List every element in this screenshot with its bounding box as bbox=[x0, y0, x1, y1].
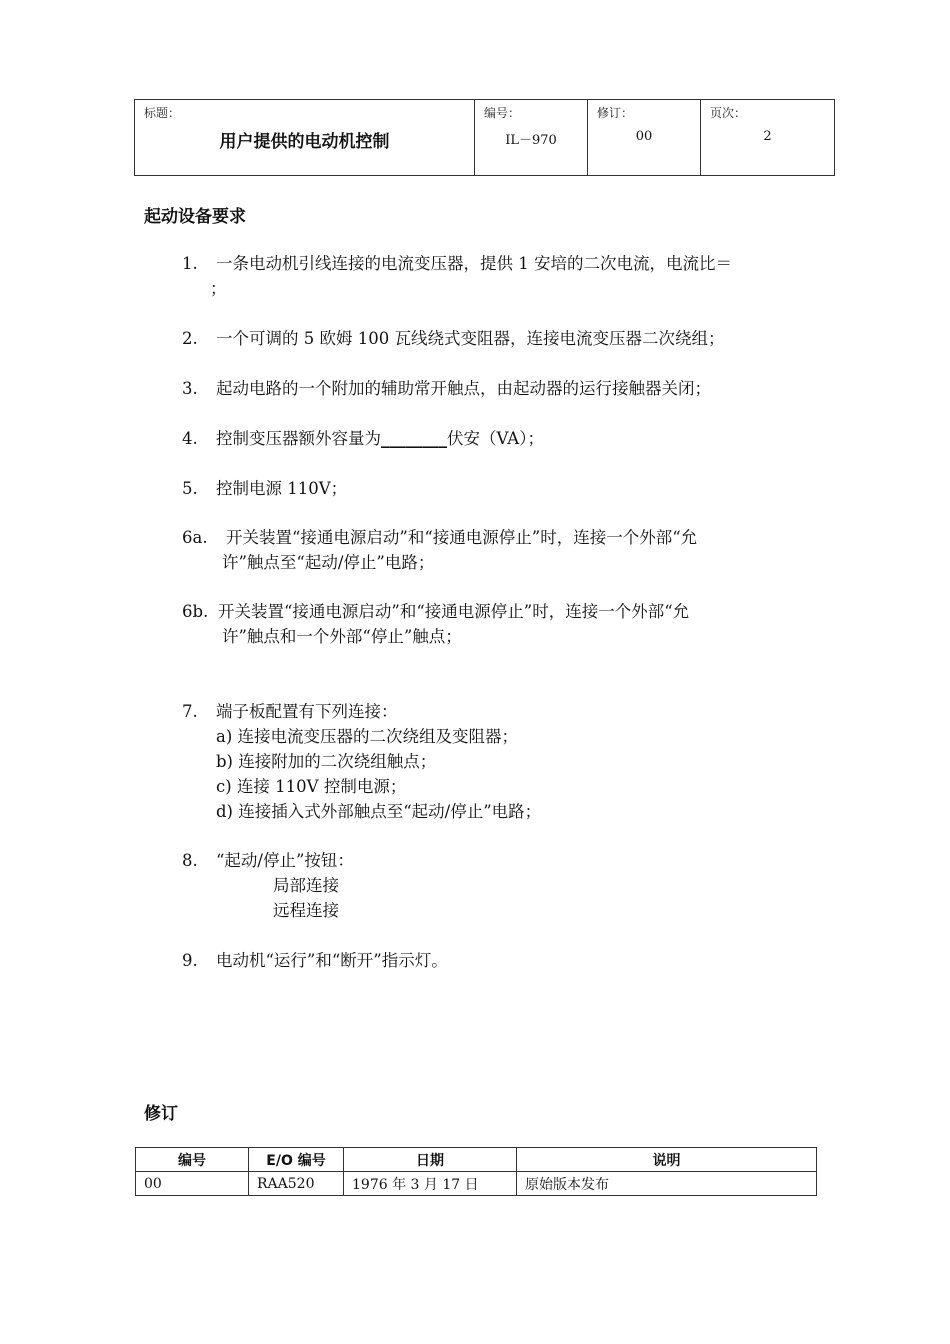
item-text-continuation: 许”触点和一个外部“停止”触点； bbox=[222, 627, 462, 646]
section-title: 起动设备要求 bbox=[144, 207, 246, 227]
item-text: 控制电源 110V； bbox=[216, 479, 348, 498]
item-text: 开关装置“接通电源启动”和“接通电源停止”时，连接一个外部“允 bbox=[226, 528, 698, 547]
item-text: 伏安（VA）； bbox=[447, 429, 544, 448]
sub-item: 远程连接 bbox=[273, 901, 339, 920]
title-caption: 标题： bbox=[144, 106, 181, 120]
document-number: IL－970 bbox=[505, 133, 557, 148]
item-text: 电动机“运行”和“断开”指示灯。 bbox=[216, 951, 448, 970]
item-number: 7. bbox=[182, 702, 198, 721]
table-cell: RAA520 bbox=[249, 1172, 344, 1196]
item-number: 8. bbox=[182, 851, 198, 870]
item-text: 一条电动机引线连接的电流变压器，提供 1 安培的二次电流，电流比＝ bbox=[216, 254, 732, 273]
item-number: 6a. bbox=[182, 528, 208, 547]
table-cell: 原始版本发布 bbox=[517, 1172, 817, 1196]
sub-item: 局部连接 bbox=[273, 876, 339, 895]
item-number: 6b. bbox=[182, 602, 209, 621]
table-row bbox=[136, 1172, 817, 1196]
list-item bbox=[182, 251, 837, 301]
capacity-blank: ________ bbox=[381, 429, 447, 448]
list-item bbox=[182, 699, 837, 824]
item-text-continuation: ； bbox=[210, 279, 227, 298]
table-cell: 1976 年 3 月 17 日 bbox=[344, 1172, 517, 1196]
column-header: 说明 bbox=[517, 1148, 817, 1172]
item-number: 1. bbox=[182, 254, 198, 273]
list-item bbox=[182, 848, 837, 923]
item-number: 9. bbox=[182, 951, 198, 970]
sub-item: a) 连接电流变压器的二次绕组及变阻器； bbox=[216, 727, 519, 746]
item-text-continuation: 许”触点至“起动/停止”电路； bbox=[222, 553, 435, 572]
item-text: 控制变压器额外容量为 bbox=[216, 429, 381, 448]
item-text: 开关装置“接通电源启动”和“接通电源停止”时，连接一个外部“允 bbox=[218, 602, 690, 621]
item-number: 4. bbox=[182, 429, 198, 448]
list-item bbox=[182, 426, 837, 451]
column-header: 日期 bbox=[344, 1148, 517, 1172]
revision-number: 00 bbox=[635, 129, 653, 144]
revision-section-title: 修订 bbox=[144, 1104, 178, 1124]
item-text: 起动电路的一个附加的辅助常开触点，由起动器的运行接触器关闭； bbox=[216, 379, 711, 398]
item-text: 一个可调的 5 欧姆 100 瓦线绕式变阻器，连接电流变压器二次绕组； bbox=[216, 329, 725, 348]
page-caption: 页次： bbox=[710, 106, 747, 120]
number-caption: 编号： bbox=[484, 106, 521, 120]
list-item bbox=[182, 476, 837, 501]
list-item bbox=[182, 525, 837, 575]
item-text: “起动/停止”按钮： bbox=[216, 851, 354, 870]
item-text: 端子板配置有下列连接： bbox=[216, 702, 398, 721]
document-title: 用户提供的电动机控制 bbox=[219, 132, 390, 152]
list-item bbox=[182, 599, 837, 649]
sub-item: c) 连接 110V 控制电源； bbox=[216, 777, 407, 796]
column-header: 编号 bbox=[136, 1148, 249, 1172]
column-header: E/O 编号 bbox=[249, 1148, 344, 1172]
table-cell: 00 bbox=[136, 1172, 249, 1196]
table-header-row bbox=[136, 1148, 817, 1172]
revision-table bbox=[135, 1147, 817, 1196]
item-number: 2. bbox=[182, 329, 198, 348]
item-number: 5. bbox=[182, 479, 198, 498]
list-item bbox=[182, 326, 837, 351]
item-number: 3. bbox=[182, 379, 198, 398]
revision-caption: 修订： bbox=[597, 106, 634, 120]
page-number: 2 bbox=[763, 129, 772, 144]
list-item bbox=[182, 948, 837, 973]
sub-item: b) 连接附加的二次绕组触点； bbox=[216, 752, 437, 771]
sub-item: d) 连接插入式外部触点至“起动/停止”电路； bbox=[216, 802, 542, 821]
list-item bbox=[182, 376, 837, 401]
